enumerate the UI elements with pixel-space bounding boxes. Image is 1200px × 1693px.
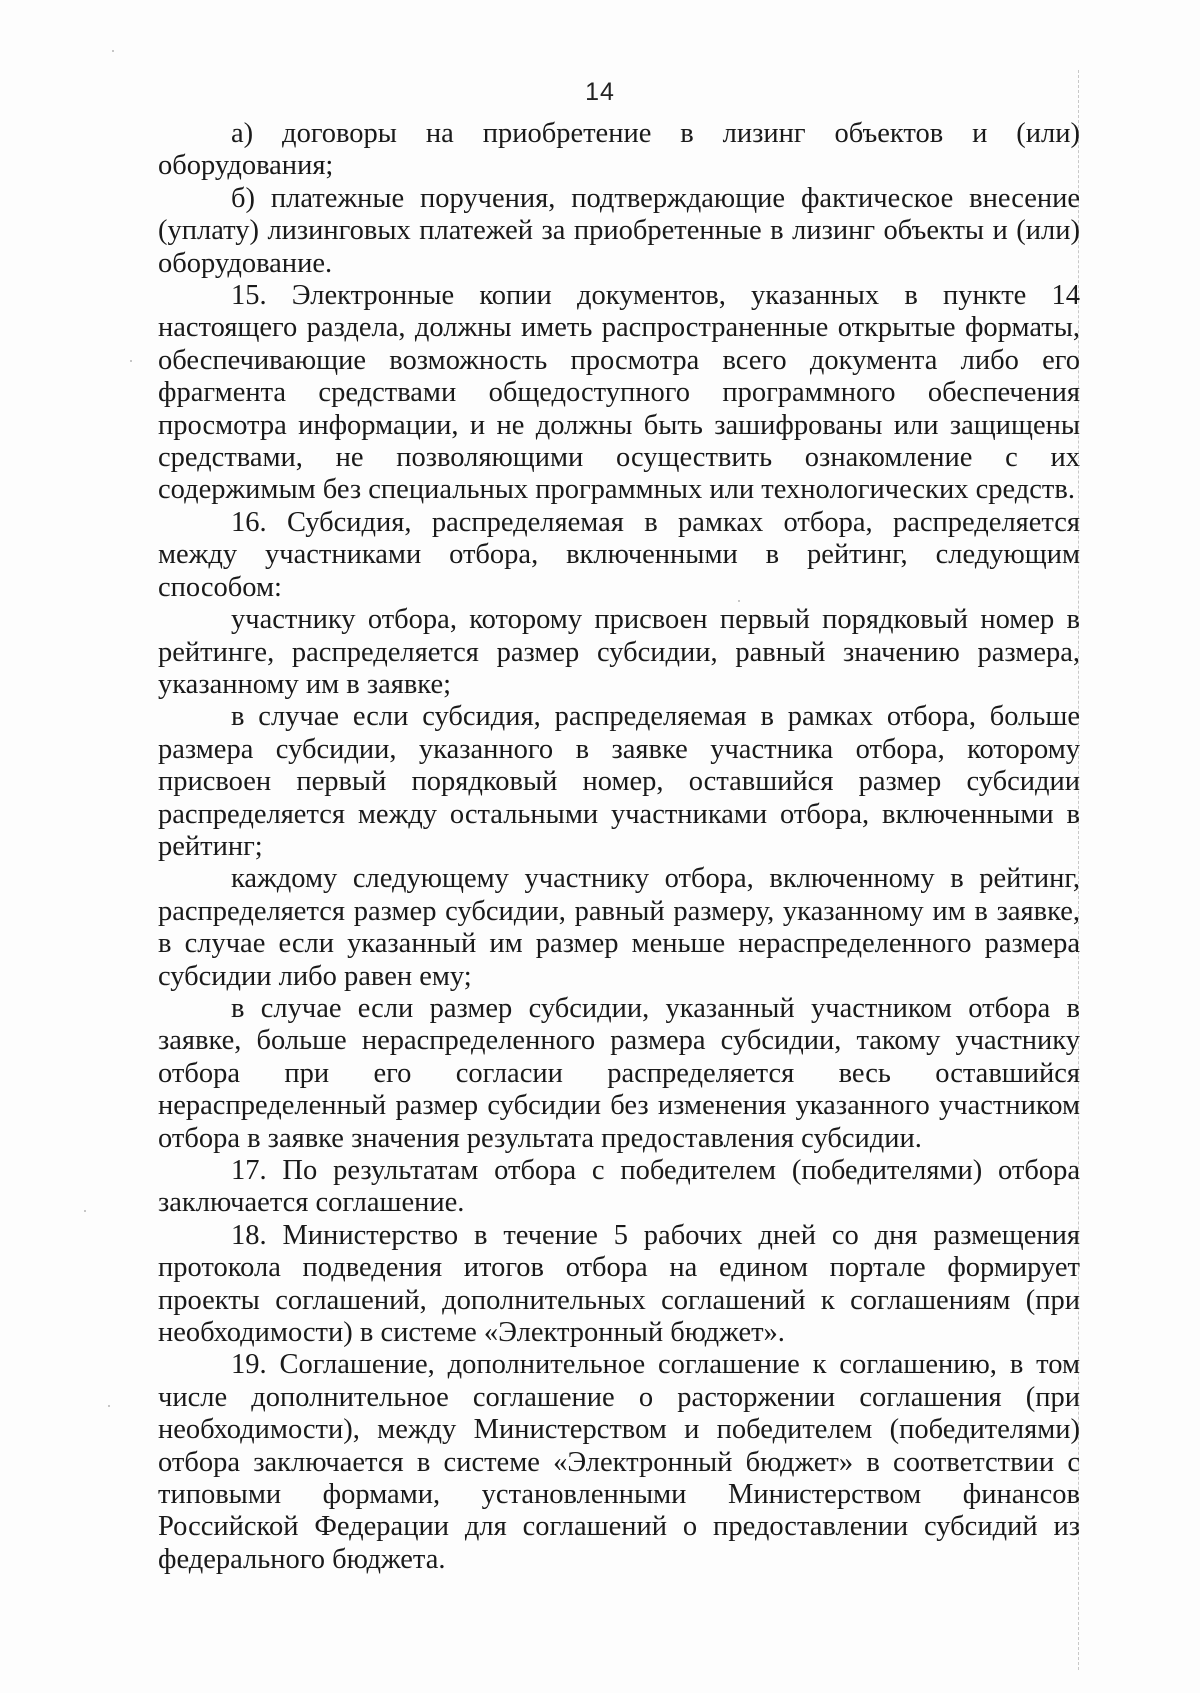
paragraph-16-next-participant: каждому следующему участнику отбора, включенному в рейтинг, распределяется размер субсидии, равный размеру, указанному им в заявке, в случае если указанный им размер меньше нераспределенного размера субсидии либо равен ему; bbox=[158, 863, 1080, 992]
scan-speck bbox=[108, 1405, 110, 1407]
paragraph-18: 18. Министерство в течение 5 рабочих дней со дня размещения протокола подведения итогов отбора на едином портале формирует проекты соглашений, дополнительных соглашений к соглашениям (при необходимости) в системе «Электронный бюджет». bbox=[158, 1219, 1080, 1349]
paragraph-16-first-participant: участнику отбора, которому присвоен первый порядковый номер в рейтинге, распределяется размер субсидии, равный значению размера, указанному им в заявке; bbox=[158, 604, 1080, 700]
paragraph-17: 17. По результатам отбора с победителем (победителями) отбора заключается соглашение. bbox=[158, 1155, 1080, 1219]
paragraph-14a: а) договоры на приобретение в лизинг объектов и (или) оборудования; bbox=[158, 118, 1080, 182]
paragraph-16-larger-request: в случае если размер субсидии, указанный участником отбора в заявке, больше нераспределенного размера субсидии, такому участнику отбора при его согласии распределяется весь оставшийся нераспределенный размер субсидии без изменения указанного участником отбора в заявке значения результата предоставления субсидии. bbox=[158, 992, 1080, 1154]
scan-speck bbox=[130, 360, 132, 362]
paragraph-15: 15. Электронные копии документов, указанных в пункте 14 настоящего раздела, должны иметь распространенные открытые форматы, обеспечивающие возможность просмотра всего документа либо его фрагмента средствами общедоступного программного обеспечения просмотра информации, и не должны быть зашифрованы или защищены средствами, не позволяющими осуществить ознакомление с их содержимым без специальных программных или технологических средств. bbox=[158, 280, 1080, 506]
paragraph-14b: б) платежные поручения, подтверждающие фактическое внесение (уплату) лизинговых платежей за приобретенные в лизинг объекты и (или) оборудование. bbox=[158, 182, 1080, 279]
document-body bbox=[158, 118, 1080, 1576]
page-number: 14 bbox=[585, 78, 615, 106]
paragraph-19: 19. Соглашение, дополнительное соглашение к соглашению, в том числе дополнительное соглашение о расторжении соглашения (при необходимости), между Министерством и победителем (победителями) отбора заключается в системе «Электронный бюджет» в соответствии с типовыми формами, установленными Министерством финансов Российской Федерации для соглашений о предоставлении субсидий из федерального бюджета. bbox=[158, 1349, 1080, 1575]
scan-speck bbox=[84, 1210, 86, 1212]
paragraph-16-remaining-subsidy: в случае если субсидия, распределяемая в рамках отбора, больше размера субсидии, указанного в заявке участника отбора, которому присвоен первый порядковый номер, оставшийся размер субсидии распределяется между остальными участниками отбора, включенными в рейтинг; bbox=[158, 701, 1080, 862]
paragraph-16: 16. Субсидия, распределяемая в рамках отбора, распределяется между участниками отбора, включенными в рейтинг, следующим способом: bbox=[158, 506, 1080, 603]
scan-speck bbox=[112, 50, 114, 52]
